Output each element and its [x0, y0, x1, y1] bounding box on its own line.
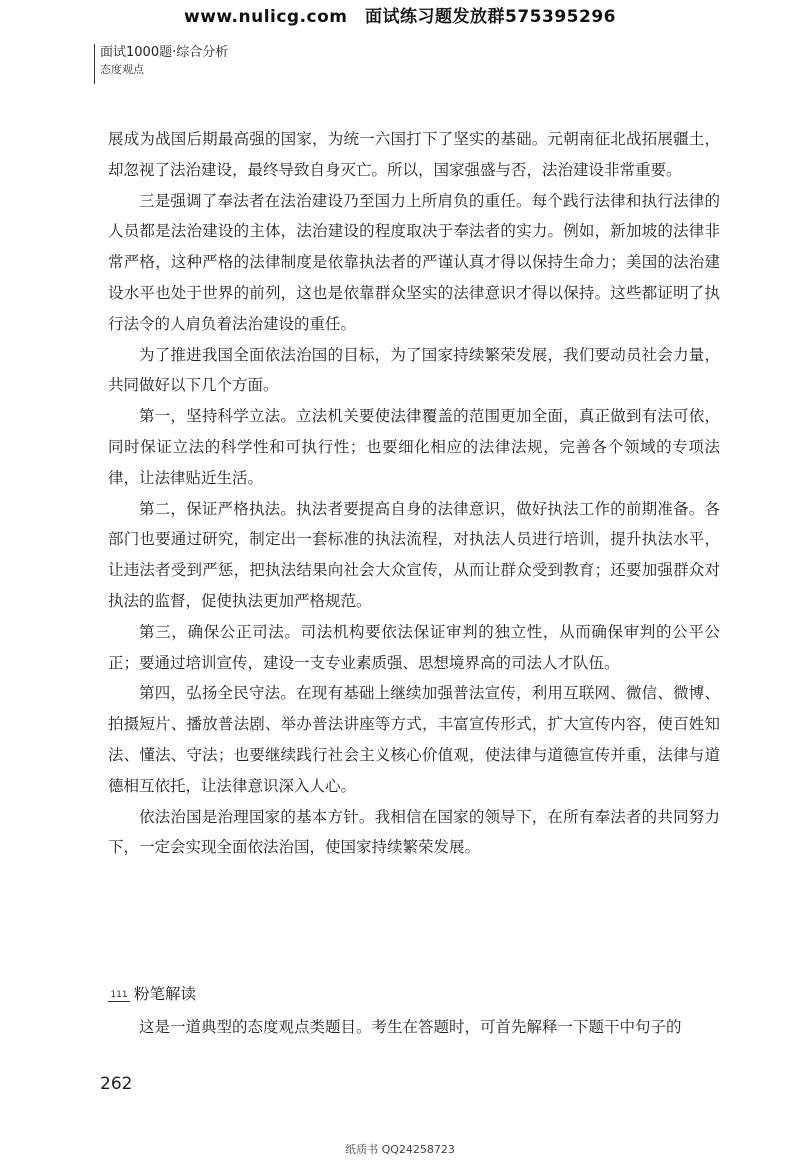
paragraph: 为了推进我国全面依法治国的目标，为了国家持续繁荣发展，我们要动员社会力量，共同做好以下几个方面。	[108, 345, 720, 395]
footer-note: 纸质书 QQ24258723	[345, 1143, 455, 1156]
paragraph: 展成为战国后期最高强的国家，为统一六国打下了坚实的基础。元朝南征北战拓展疆土，却忽视了法治建设，最终导致自身灭亡。所以，国家强盛与否，法治建设非常重要。	[108, 130, 720, 179]
section-paragraph: 这是一道典型的态度观点类题目。考生在答题时，可首先解释一下题干中句子的	[139, 1018, 682, 1036]
section-marker-icon: 111	[108, 989, 130, 1002]
paragraph: 第一，坚持科学立法。立法机关要使法律覆盖的范围更加全面，真正做到有法可依，同时保证立法的科学性和可执行性；也要细化相应的法律法规，完善各个领域的专项法律，让法律贴近生活。	[108, 407, 720, 487]
paragraph: 第四，弘扬全民守法。在现有基础上继续加强普法宣传，利用互联网、微信、微博、拍摄短片、播放普法剧、举办普法讲座等方式，丰富宣传形式，扩大宣传内容，使百姓知法、懂法、守法；也要继续践行社会主义核心价值观，使法律与道德宣传并重，法律与道德相互依托，让法律意识深入人心。	[108, 684, 720, 795]
page-number: 262	[100, 1074, 133, 1094]
paragraph: 第三，确保公正司法。司法机构要依法保证审判的独立性，从而确保审判的公平公正；要通过培训宣传，建设一支专业素质强、思想境界高的司法人才队伍。	[108, 622, 720, 672]
book-title: 面试1000题·综合分析	[100, 45, 229, 60]
watermark-banner: www.nulicg.com 面试练习题发放群575395296	[184, 7, 616, 27]
section-heading-text: 粉笔解读	[134, 985, 197, 1003]
header-divider	[94, 44, 95, 84]
running-header	[100, 44, 228, 78]
paragraph: 三是强调了奉法者在法治建设乃至国力上所肩负的重任。每个践行法律和执行法律的人员都是法治建设的主体，法治建设的程度取决于奉法者的实力。例如，新加坡的法律非常严格，这种严格的法律制度是依靠执法者的严谨认真才得以保持生命力；美国的法治建设水平也处于世界的前列，这也是依靠群众坚实的法律意识才得以保持。这些都证明了执行法令的人肩负着法治建设的重任。	[108, 191, 720, 333]
paragraph: 依法治国是治理国家的基本方针。我相信在国家的领导下，在所有奉法者的共同努力下，一定会实现全面依法治国，使国家持续繁荣发展。	[108, 807, 720, 857]
body-text	[108, 124, 720, 863]
section-heading	[108, 982, 196, 1004]
paragraph: 第二，保证严格执法。执法者要提高自身的法律意识，做好执法工作的前期准备。各部门也要通过研究，制定出一套标准的执法流程，对执法人员进行培训，提升执法水平，让违法者受到严惩，把执法结果向社会大众宣传，从而让群众受到教育；还要加强群众对执法的监督，促使执法更加严格规范。	[108, 499, 720, 610]
section-name: 态度观点	[100, 63, 144, 76]
